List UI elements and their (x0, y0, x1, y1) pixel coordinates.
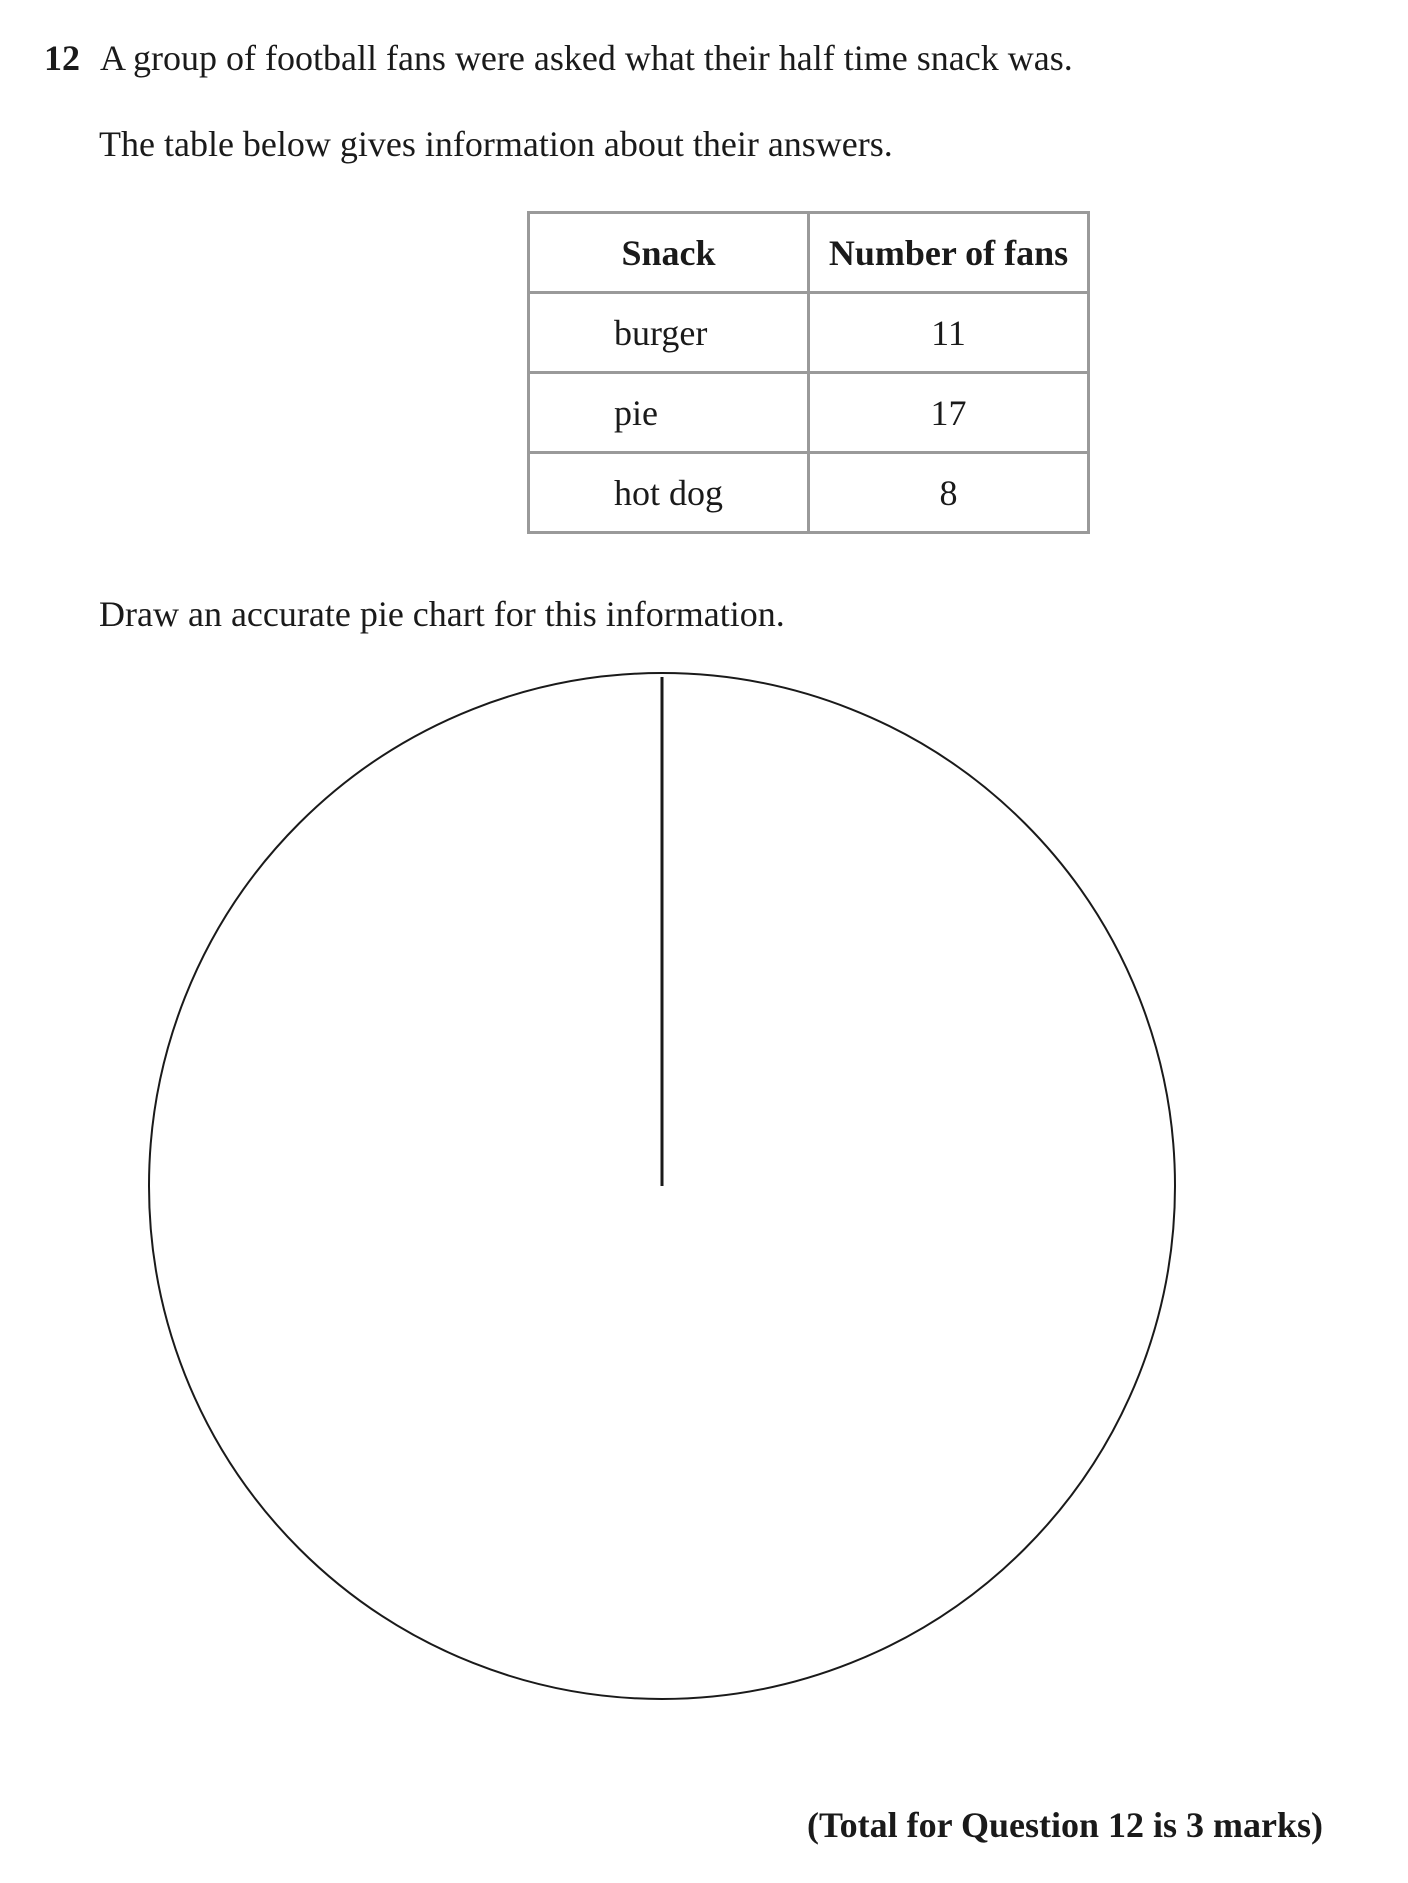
fans-cell: 8 (809, 453, 1089, 533)
snack-cell: hot dog (529, 453, 809, 533)
intro-text: The table below gives information about their answers. (99, 124, 893, 164)
snack-cell: burger (529, 293, 809, 373)
fans-cell: 11 (809, 293, 1089, 373)
header-snack: Snack (529, 213, 809, 293)
header-number-of-fans: Number of fans (809, 213, 1089, 293)
question-number: 12 (44, 38, 80, 78)
fans-cell: 17 (809, 373, 1089, 453)
total-marks: (Total for Question 12 is 3 marks) (806, 1805, 1323, 1845)
question-text: A group of football fans were asked what their half time snack was. (100, 38, 1073, 78)
snack-cell: pie (529, 373, 809, 453)
instruction-text: Draw an accurate pie chart for this information. (99, 594, 785, 634)
